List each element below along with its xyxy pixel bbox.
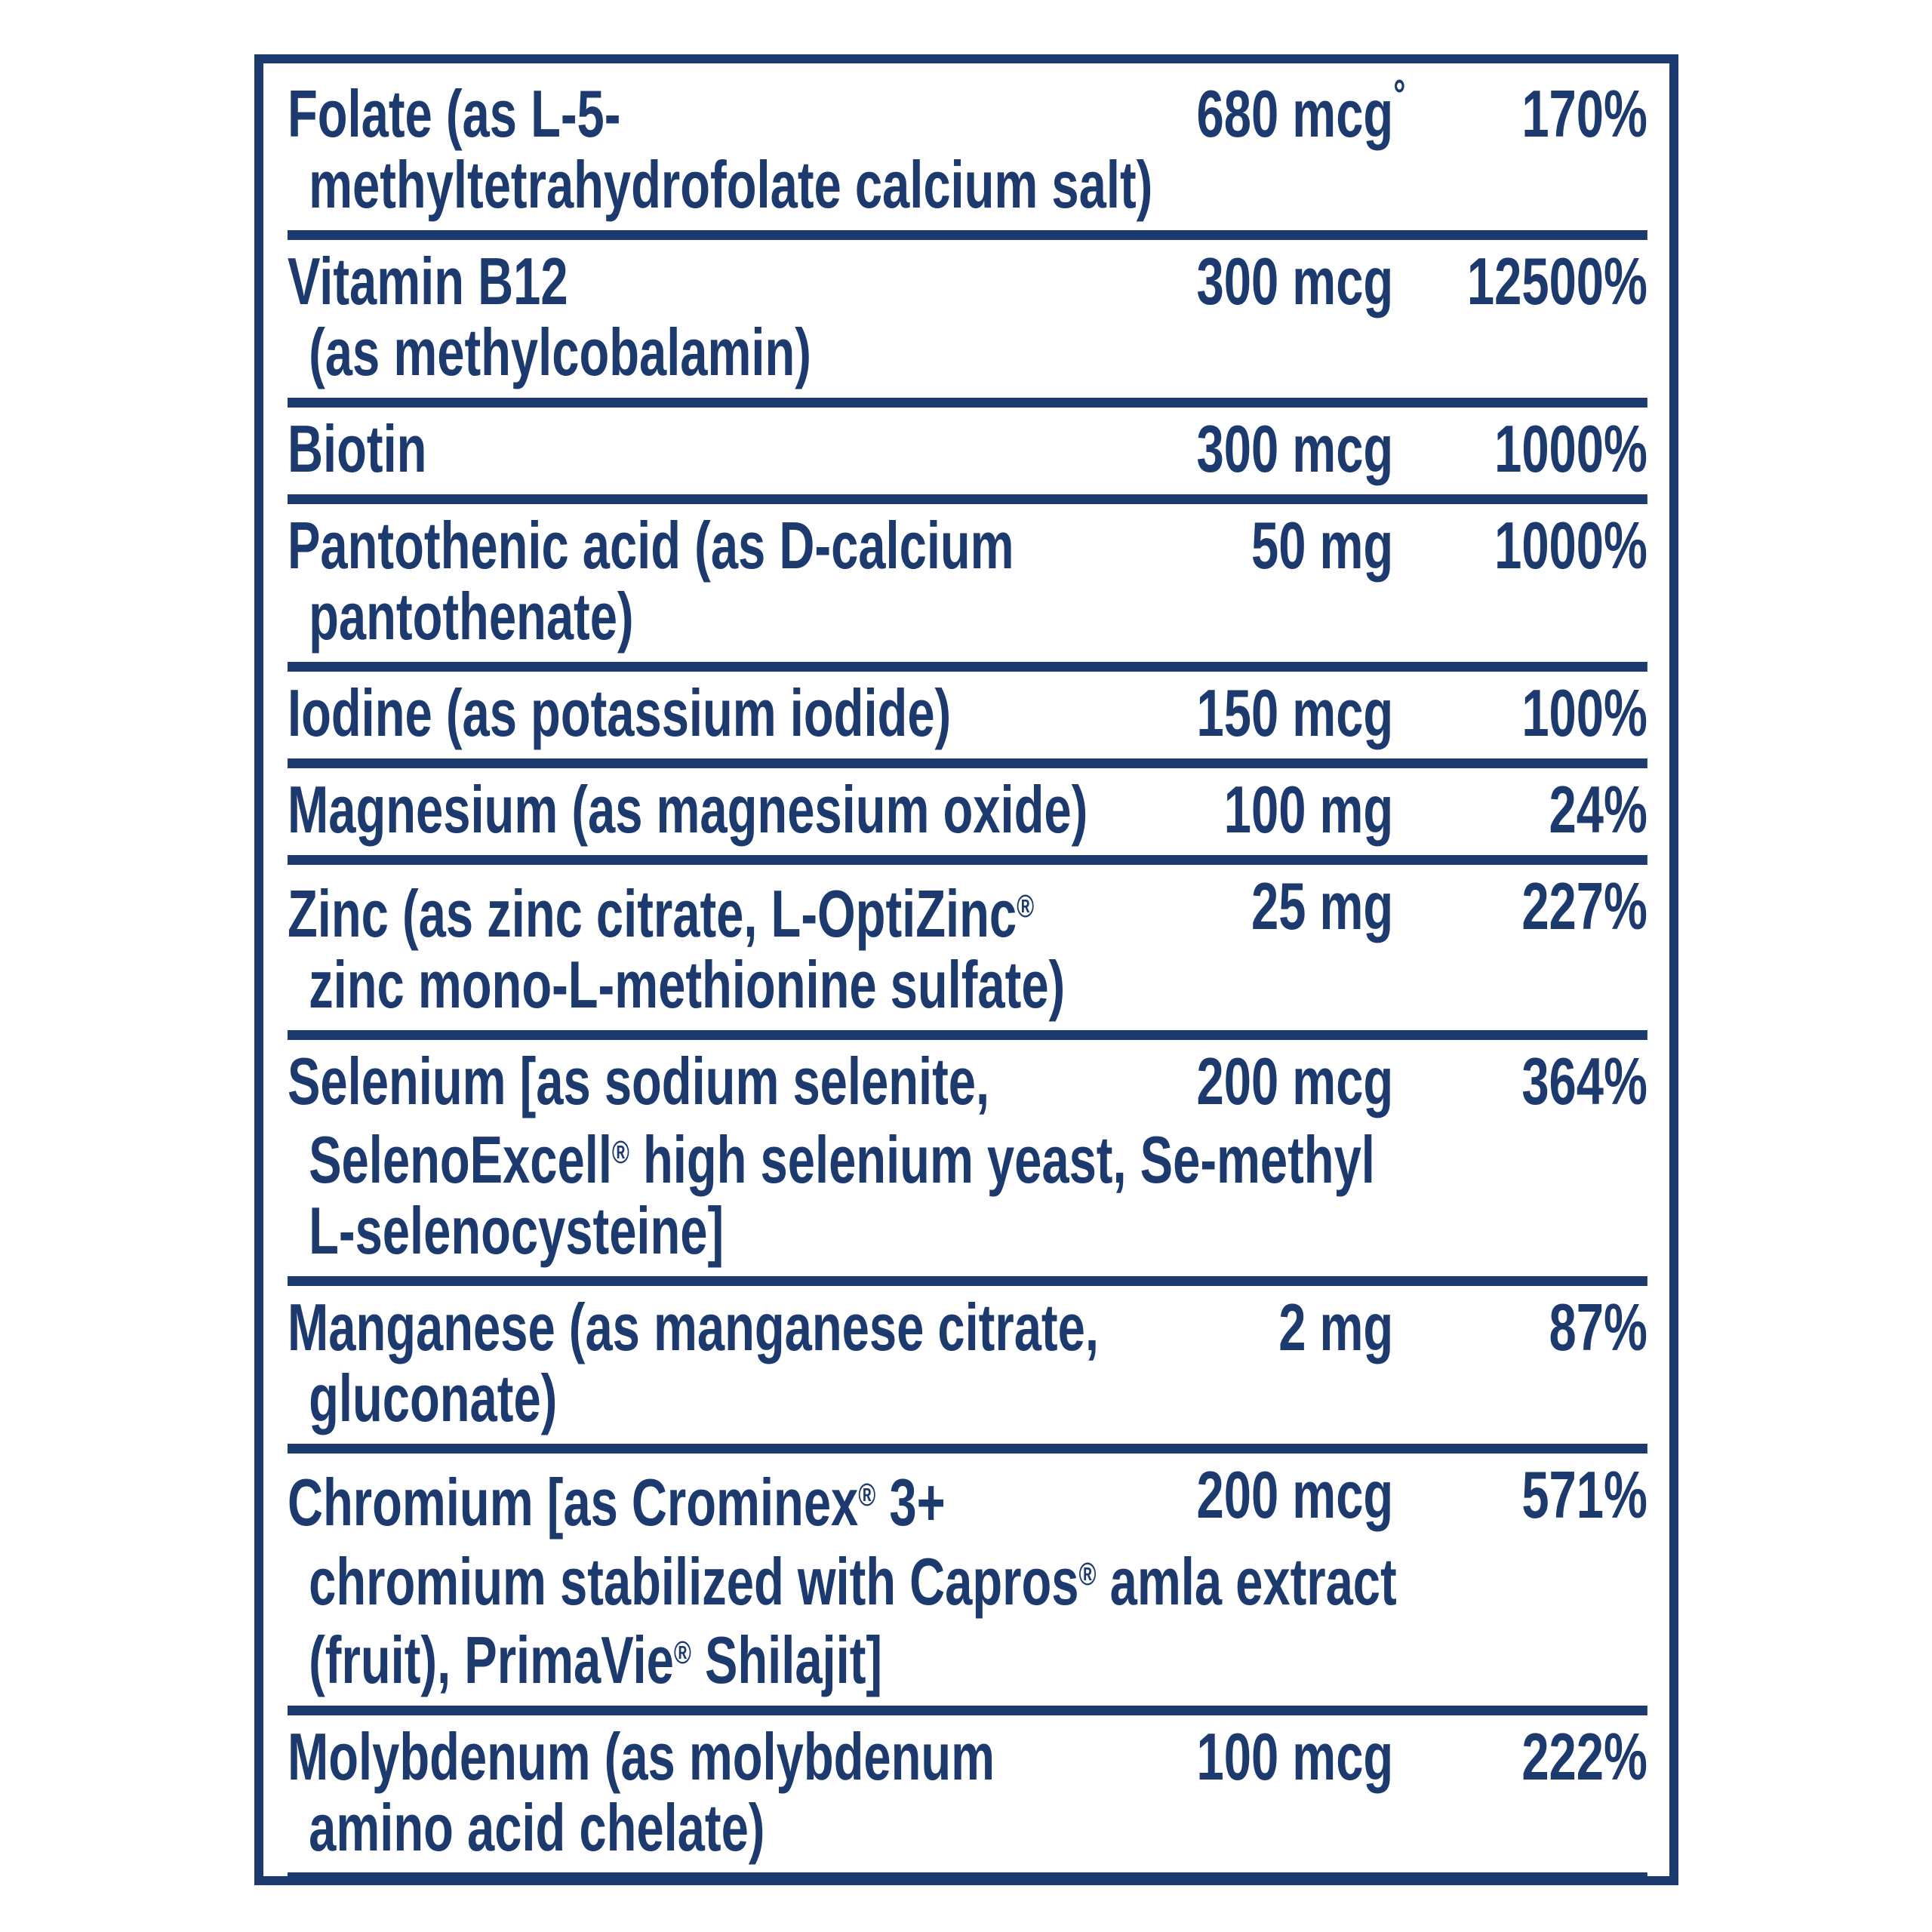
nutrient-row <box>288 510 1647 652</box>
supplement-facts-table <box>254 54 1678 1885</box>
nutrient-percent-dv: 364% <box>1521 1044 1647 1119</box>
nutrient-name-line: (fruit), PrimaVie® Shilajit] <box>308 1622 882 1697</box>
nutrient-name-line: Pantothenic acid (as D-calcium <box>287 508 1014 583</box>
nutrient-row <box>287 411 1647 486</box>
nutrient-percent-dv: 571% <box>1521 1457 1647 1533</box>
nutrient-row <box>287 1044 1647 1269</box>
row-separator <box>288 1444 1647 1454</box>
nutrient-name-line: amino acid chelate) <box>308 1789 764 1865</box>
row-separator <box>288 1030 1647 1040</box>
row-separator <box>288 1276 1647 1286</box>
nutrient-name-line: Folate (as L-5- <box>287 76 620 151</box>
nutrient-amount: 2 mg <box>1278 1290 1393 1365</box>
nutrient-percent-dv: 170% <box>1521 76 1647 151</box>
nutrient-name-line: Iodine (as potassium iodide) <box>287 675 951 750</box>
nutrient-amount: 200 mcg <box>1196 1044 1393 1119</box>
row-separator <box>288 1706 1647 1715</box>
footnote-degree-mark: ° <box>1392 71 1405 118</box>
nutrient-name-line: Magnesium (as magnesium oxide) <box>287 772 1088 847</box>
nutrient-name <box>287 871 1120 1023</box>
nutrient-name-line: methyltetrahydrofolate calcium salt) <box>308 147 1152 222</box>
row-separator <box>288 758 1647 768</box>
nutrient-name-line: Vitamin B12 <box>287 244 568 318</box>
nutrient-name-line: chromium stabilized with Capros® amla extract <box>308 1543 1397 1619</box>
nutrient-percent-dv: 1000% <box>1494 411 1647 486</box>
nutrient-amount: 300 mcg <box>1196 411 1393 486</box>
registered-mark: ® <box>611 1134 629 1171</box>
nutrient-row <box>287 1457 1647 1697</box>
nutrient-name-line: zinc mono-L-methionine sulfate) <box>308 947 1065 1023</box>
nutrient-name <box>287 1718 1120 1865</box>
nutrient-percent-dv: 227% <box>1521 869 1647 943</box>
nutrient-amount: 150 mcg <box>1196 675 1393 750</box>
rows-container <box>287 71 1647 1865</box>
nutrient-percent-dv: 100% <box>1521 675 1647 750</box>
nutrient-name <box>287 675 1120 750</box>
nutrient-name-line: SelenoExcell® high selenium yeast, Se-methyl <box>308 1122 1375 1198</box>
nutrient-percent-dv: 1000% <box>1494 508 1647 583</box>
row-separator <box>288 230 1647 240</box>
nutrient-row <box>287 869 1647 1023</box>
nutrient-name-line: gluconate) <box>308 1361 557 1436</box>
nutrient-row <box>287 675 1647 750</box>
nutrient-name-line: Selenium [as sodium selenite, <box>287 1044 989 1119</box>
table-content <box>288 63 1647 1885</box>
nutrient-name <box>287 411 1120 486</box>
row-separator <box>288 855 1647 865</box>
nutrient-amount: 25 mg <box>1251 869 1393 943</box>
registered-mark: ® <box>673 1634 691 1670</box>
nutrient-amount: 100 mg <box>1223 772 1393 847</box>
nutrient-name-line: Manganese (as manganese citrate, <box>287 1290 1099 1365</box>
nutrient-name-line: L-selenocysteine] <box>308 1193 724 1269</box>
nutrient-row <box>287 71 1647 222</box>
nutrient-name-line: pantothenate) <box>308 579 634 654</box>
nutrient-name <box>288 774 1120 845</box>
nutrient-name-line: Molybdenum (as molybdenum <box>287 1718 995 1794</box>
nutrient-percent-dv: 12500% <box>1466 244 1647 318</box>
nutrient-row <box>288 246 1647 388</box>
row-separator <box>288 398 1647 408</box>
nutrient-name <box>287 76 1152 222</box>
registered-mark: ® <box>1078 1555 1097 1592</box>
nutrient-name <box>288 246 1120 388</box>
nutrient-row <box>288 774 1647 845</box>
nutrient-name-line: (as methylcobalamin) <box>308 315 811 389</box>
nutrient-name-line: Biotin <box>287 411 426 486</box>
nutrient-name <box>288 1292 1120 1434</box>
nutrient-name-line: Chromium [as Crominex® 3+ <box>287 1465 946 1540</box>
nutrient-amount: 50 mg <box>1251 508 1393 583</box>
nutrient-amount: 300 mcg <box>1196 244 1393 318</box>
nutrient-percent-dv: 87% <box>1549 1290 1647 1365</box>
table-closing-bar <box>288 1872 1647 1885</box>
registered-mark: ® <box>857 1477 875 1513</box>
nutrient-amount: 200 mcg <box>1196 1457 1393 1533</box>
nutrient-name <box>288 510 1120 652</box>
nutrient-percent-dv: 222% <box>1521 1718 1647 1794</box>
nutrient-amount: 680 mcg ° <box>1196 71 1405 151</box>
row-separator <box>288 662 1647 672</box>
nutrient-amount: 100 mcg <box>1196 1718 1393 1794</box>
nutrient-row <box>288 1292 1647 1434</box>
registered-mark: ® <box>1016 888 1034 924</box>
nutrient-name-line: Zinc (as zinc citrate, L-OptiZinc® <box>287 876 1034 952</box>
nutrient-percent-dv: 24% <box>1549 772 1647 847</box>
nutrient-row <box>287 1718 1647 1865</box>
row-separator <box>288 494 1647 504</box>
